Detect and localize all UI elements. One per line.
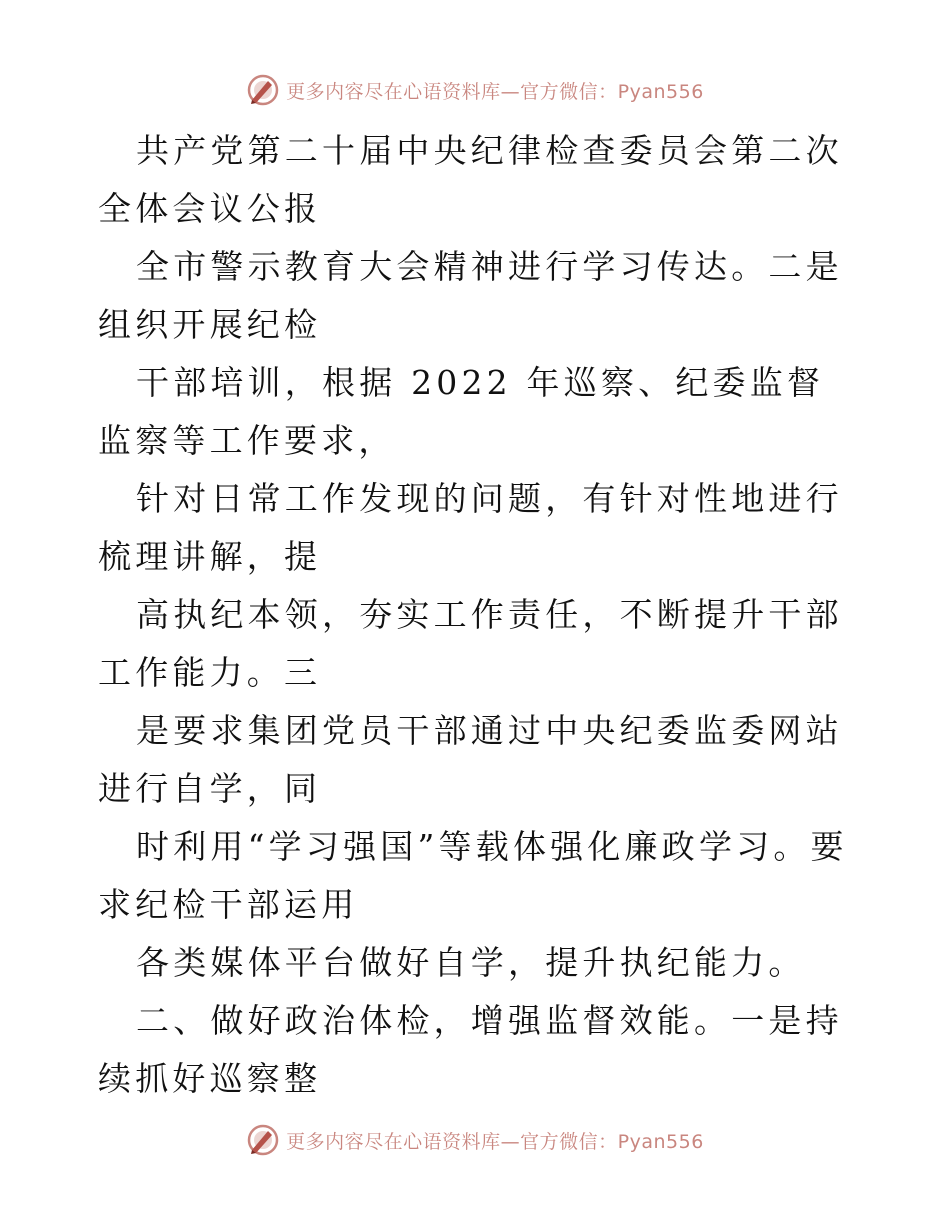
paragraph-7 bbox=[98, 818, 858, 934]
paragraph-line: 各类媒体平台做好自学，提升执纪能力。 bbox=[136, 943, 806, 982]
paragraph-line: 全市警示教育大会精神进行学习传达。二是组织 bbox=[98, 247, 843, 344]
paragraph-line: 好巡察整 bbox=[172, 1059, 322, 1098]
paragraph-8 bbox=[98, 934, 858, 992]
paragraph-line: 二、做好政治体检，增强监督效能。一是持续抓 bbox=[98, 1001, 843, 1098]
watermark-text: 更多内容尽在心语资料库—官方微信：Pyan556 bbox=[286, 1130, 704, 1153]
paragraph-line: 工作要求， bbox=[209, 421, 396, 460]
paragraph-5 bbox=[98, 586, 858, 702]
paragraph-2 bbox=[98, 238, 858, 354]
paragraph-line: 高执纪本领，夯实工作责任，不断提升干部工作 bbox=[98, 595, 843, 692]
document-body bbox=[98, 122, 858, 1108]
paragraph-9 bbox=[98, 992, 858, 1108]
paragraph-1 bbox=[98, 122, 858, 238]
paragraph-line: 纪检干部运用 bbox=[135, 885, 359, 924]
watermark-text: 更多内容尽在心语资料库—官方微信：Pyan556 bbox=[286, 80, 704, 103]
paragraph-line: 针对日常工作发现的问题，有针对性地进行梳理 bbox=[98, 479, 843, 576]
paragraph-line: 讲解，提 bbox=[172, 537, 322, 576]
paragraph-6 bbox=[98, 702, 858, 818]
paragraph-line: 时利用“学习强国”等载体强化廉政学习。要求 bbox=[98, 827, 848, 924]
paragraph-line: 会议公报 bbox=[172, 189, 322, 228]
paragraph-3 bbox=[98, 354, 858, 470]
header-watermark bbox=[0, 70, 950, 110]
paragraph-line: 开展纪检 bbox=[172, 305, 322, 344]
paragraph-4 bbox=[98, 470, 858, 586]
paragraph-line: 能力。三 bbox=[172, 653, 322, 692]
paragraph-line: 是要求集团党员干部通过中央纪委监委网站进行 bbox=[98, 711, 843, 808]
paragraph-line: 干部培训，根据 2022 年巡察、纪委监督监察等 bbox=[98, 363, 825, 460]
pen-logo-icon bbox=[246, 1123, 280, 1157]
pen-logo-icon bbox=[246, 73, 280, 107]
paragraph-line: 自学，同 bbox=[172, 769, 322, 808]
footer-watermark bbox=[0, 1120, 950, 1160]
paragraph-line: 共产党第二十届中央纪律检查委员会第二次全体 bbox=[98, 131, 843, 228]
